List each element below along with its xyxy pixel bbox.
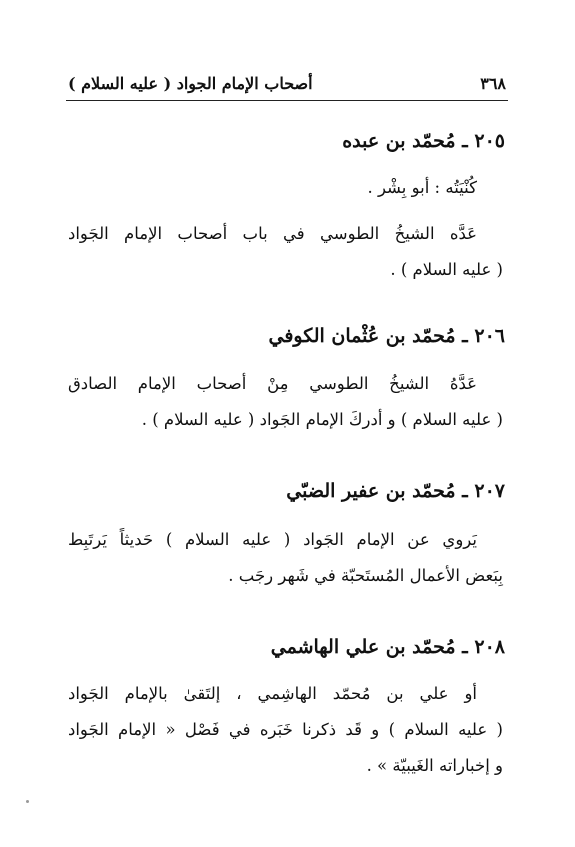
- entry-line: ( عليه السلام ) و قَد ذكرنا خَبَره في فَصْل « الإمام الجَواد: [68, 720, 503, 739]
- entry-title: ٢٠٦ ـ مُحمّد بن عُثْمان الكوفي: [268, 325, 505, 347]
- entry-line: عَدَّهُ الشيخُ الطوسي مِنْ أصحاب الإمام الصادق: [68, 374, 477, 393]
- running-title: أصحاب الإمام الجواد ( عليه السلام ): [68, 73, 313, 93]
- entry-line: بِبَعض الأعمال المُستَحبّة في شَهر رجَب .: [228, 566, 503, 585]
- entry-line: ( عليه السلام ) .: [390, 260, 503, 279]
- entry-line: ( عليه السلام ) و أدركَ الإمام الجَواد ( عليه السلام ) .: [141, 410, 503, 429]
- page-header: [68, 70, 506, 96]
- page-number: ٣٦٨: [480, 73, 506, 93]
- header-rule: [66, 100, 508, 101]
- entry-line: و إخباراته الغَيبيّة » .: [366, 756, 503, 775]
- entry-line: أو علي بن مُحمّد الهاشِمي ، إلتَقىٰ بالإمام الجَواد: [68, 684, 477, 703]
- entry-title: ٢٠٧ ـ مُحمّد بن عفير الضبّي: [286, 480, 505, 502]
- entry-line: كُنْيَتُه : أبو بِشْر .: [367, 178, 477, 197]
- scan-speck: [26, 800, 29, 803]
- entry-line: عَدَّه الشيخُ الطوسي في باب أصحاب الإمام الجَواد: [68, 224, 477, 243]
- entry-title: ٢٠٥ ـ مُحمّد بن عبده: [342, 130, 505, 152]
- entry-line: يَروي عن الإمام الجَواد ( عليه السلام ) حَديثاً يَرتَبِط: [68, 530, 477, 549]
- entry-title: ٢٠٨ ـ مُحمّد بن علي الهاشمي: [270, 636, 505, 658]
